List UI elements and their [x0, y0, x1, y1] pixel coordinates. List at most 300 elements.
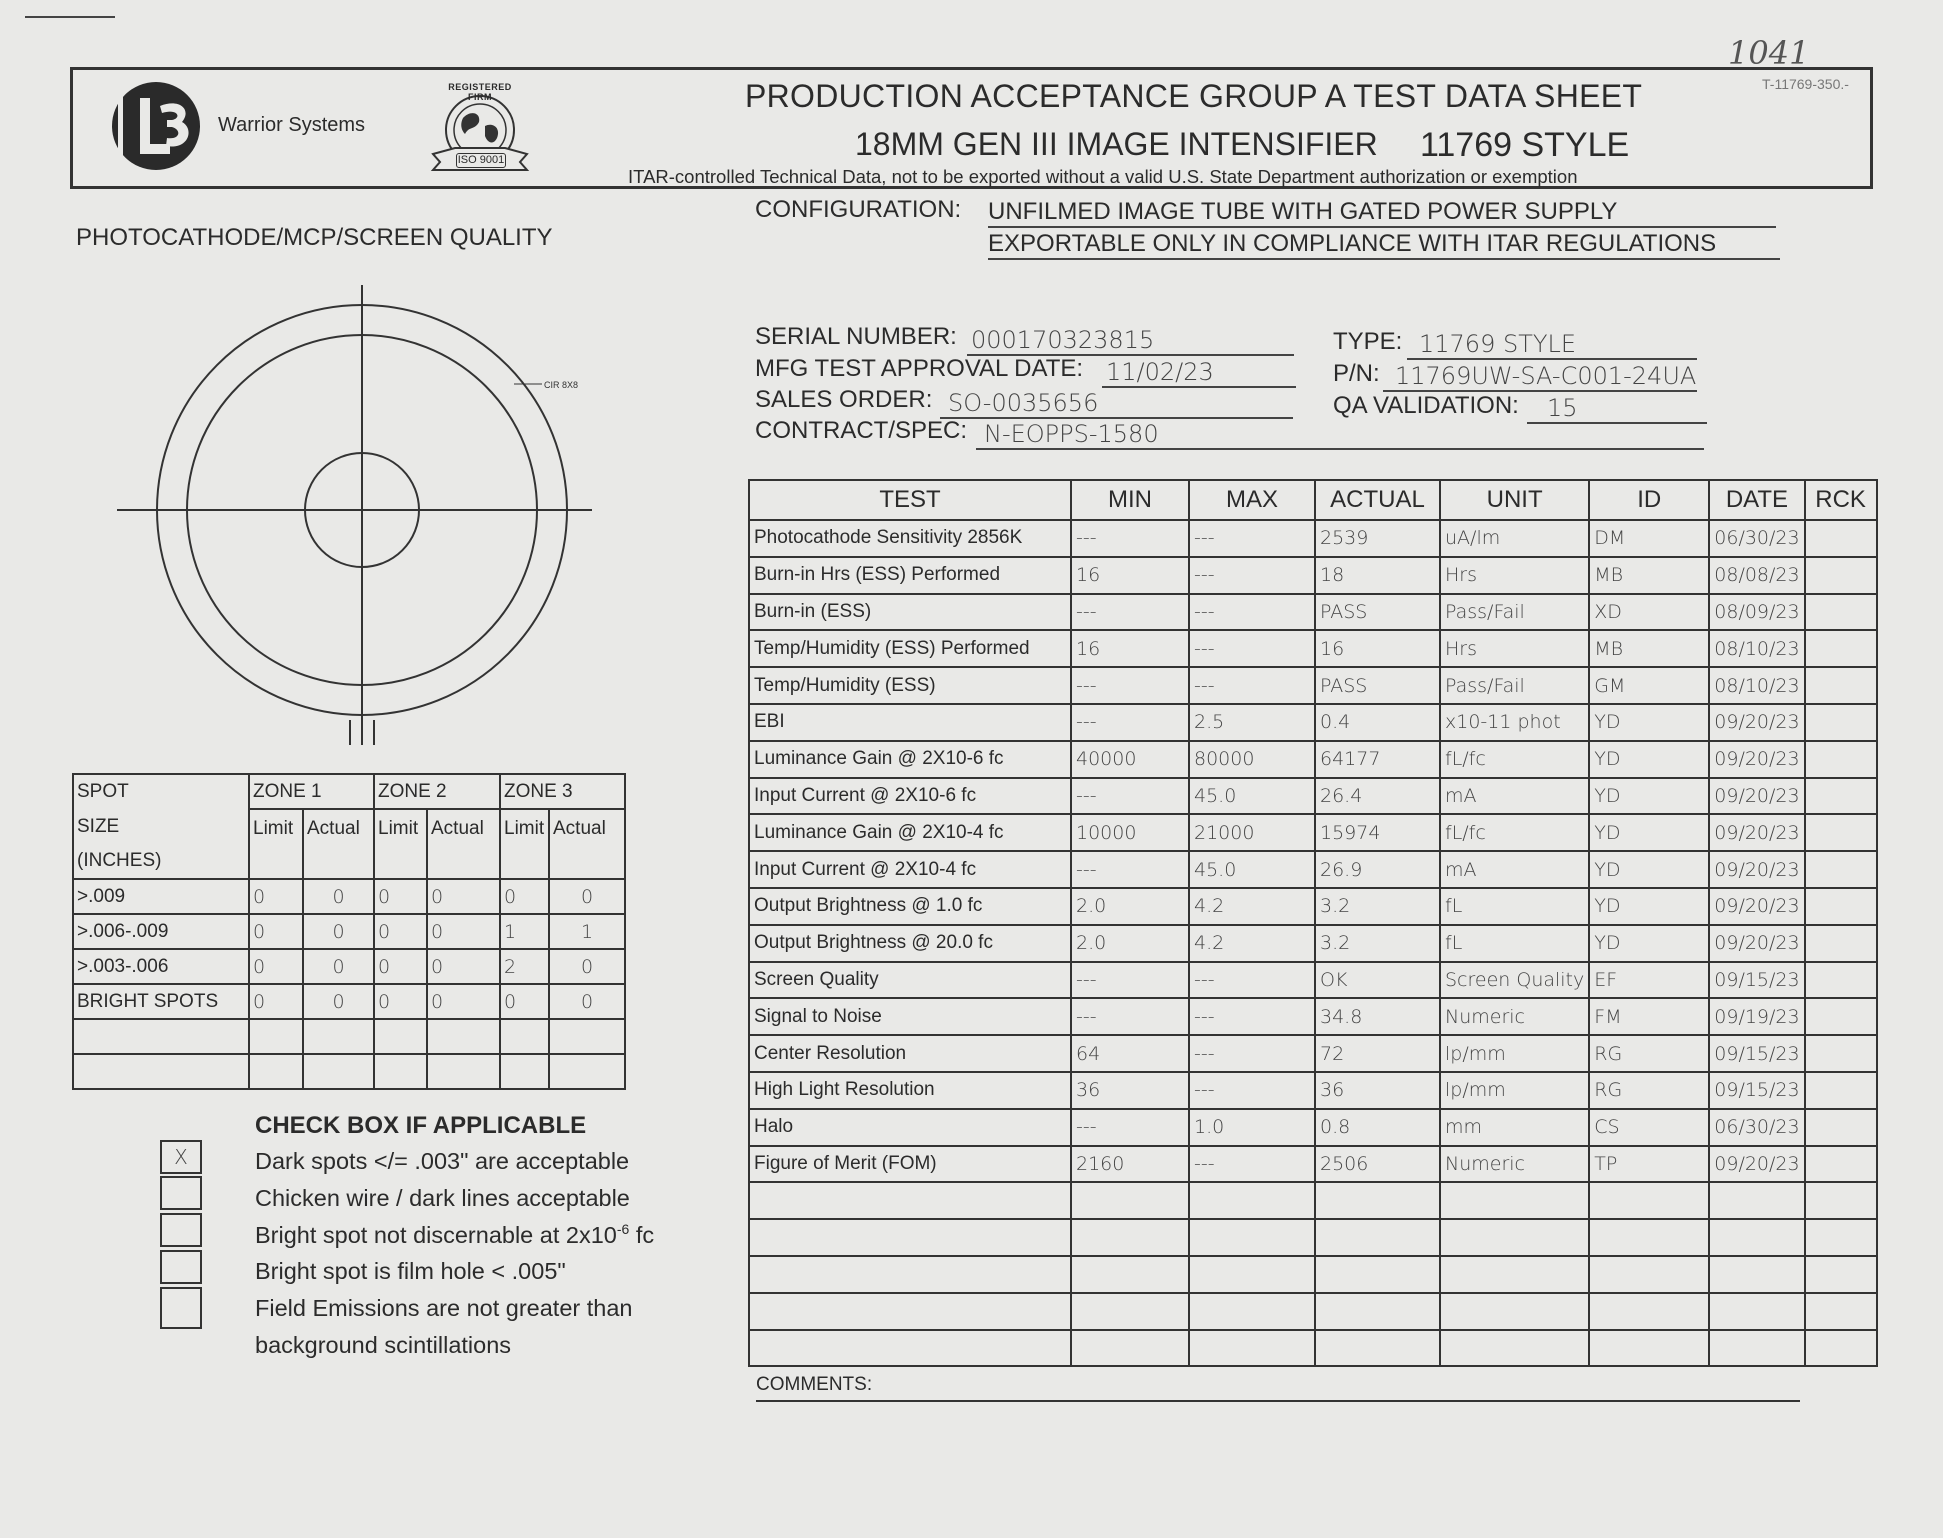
cell-unit: mA	[1440, 778, 1589, 815]
cell-max: 1.0	[1189, 1109, 1315, 1146]
spot-cell: 0	[374, 879, 427, 914]
spot-cell: 1	[500, 914, 549, 949]
cell-max: 2.5	[1189, 704, 1315, 741]
checkbox-bright-spot[interactable]	[160, 1213, 202, 1247]
empty-cell	[1071, 1293, 1189, 1330]
cell-unit: fL	[1440, 925, 1589, 962]
cell-test: Halo	[749, 1109, 1071, 1146]
spot-cell: 0	[303, 914, 374, 949]
empty-cell	[749, 1182, 1071, 1219]
empty-cell	[1071, 1219, 1189, 1256]
cell-unit: Hrs	[1440, 630, 1589, 667]
checkbox-field-emissions-label: Field Emissions are not greater than	[255, 1295, 633, 1321]
zone-2-actual-header: Actual	[427, 809, 500, 879]
cell-date: 09/15/23	[1709, 962, 1804, 999]
cell-max: ---	[1189, 1146, 1315, 1183]
cell-unit: lp/mm	[1440, 1035, 1589, 1072]
contract-spec-value: N-EOPPS-1580	[976, 420, 1704, 450]
mfg-test-date-label: MFG TEST APPROVAL DATE:	[755, 355, 1084, 382]
cell-actual: 2506	[1315, 1146, 1440, 1183]
test-row-empty	[749, 1219, 1877, 1256]
cell-date: 06/30/23	[1709, 520, 1804, 557]
empty-cell	[1589, 1256, 1709, 1293]
header-unit: UNIT	[1440, 480, 1589, 520]
cell-test: Figure of Merit (FOM)	[749, 1146, 1071, 1183]
cell-id: YD	[1589, 814, 1709, 851]
cell-date: 09/20/23	[1709, 704, 1804, 741]
cell-unit: mA	[1440, 851, 1589, 888]
zone-1-header: ZONE 1	[249, 774, 374, 809]
cell-date: 09/20/23	[1709, 778, 1804, 815]
zone-3-header: ZONE 3	[500, 774, 625, 809]
cell-min: 2.0	[1071, 888, 1189, 925]
test-row	[749, 630, 1877, 667]
cell-id: YD	[1589, 741, 1709, 778]
spot-row-label: >.006-.009	[73, 914, 249, 949]
brand-name: Warrior Systems	[218, 114, 366, 136]
empty-cell	[1709, 1330, 1804, 1367]
contract-spec-label: CONTRACT/SPEC:	[755, 417, 968, 444]
empty-cell	[1440, 1293, 1589, 1330]
header-test: TEST	[749, 480, 1071, 520]
cell-id: DM	[1589, 520, 1709, 557]
cell-max: 4.2	[1189, 925, 1315, 962]
cell-max: ---	[1189, 962, 1315, 999]
bright-spot-exponent: -6	[616, 1221, 630, 1237]
test-row-empty	[749, 1256, 1877, 1293]
header-min: MIN	[1071, 480, 1189, 520]
cell-unit: Hrs	[1440, 557, 1589, 594]
cell-min: ---	[1071, 594, 1189, 631]
test-row	[749, 520, 1877, 557]
cell-id: TP	[1589, 1146, 1709, 1183]
title-line-2: 18MM GEN III IMAGE INTENSIFIER	[855, 126, 1378, 162]
cell-min: 64	[1071, 1035, 1189, 1072]
cell-id: MB	[1589, 630, 1709, 667]
checkbox-film-hole-label: Bright spot is film hole < .005"	[255, 1258, 566, 1284]
spot-cell: 0	[303, 984, 374, 1019]
cell-test: Output Brightness @ 20.0 fc	[749, 925, 1071, 962]
empty-cell	[1189, 1219, 1315, 1256]
checkbox-field-emissions-label-2: background scintillations	[255, 1332, 512, 1358]
cell-unit: fL	[1440, 888, 1589, 925]
cell-max: ---	[1189, 594, 1315, 631]
part-number-value: 11769UW-SA-C001-24UA	[1383, 362, 1697, 392]
itar-notice: ITAR-controlled Technical Data, not to be exported without a valid U.S. State Department authorization or exemption	[628, 166, 1578, 187]
empty-cell	[1709, 1293, 1804, 1330]
test-row	[749, 741, 1877, 778]
cell-id: FM	[1589, 998, 1709, 1035]
cell-actual: 18	[1315, 557, 1440, 594]
cell-date: 09/19/23	[1709, 998, 1804, 1035]
spot-cell: 0	[549, 879, 625, 914]
cell-min: ---	[1071, 520, 1189, 557]
spot-row-label: >.003-.006	[73, 949, 249, 984]
cell-rck	[1805, 630, 1877, 667]
screen-zone-diagram	[112, 285, 602, 745]
cell-rck	[1805, 557, 1877, 594]
cell-test: Luminance Gain @ 2X10-6 fc	[749, 741, 1071, 778]
empty-cell	[1440, 1256, 1589, 1293]
spot-cell: 0	[427, 949, 500, 984]
test-row-empty	[749, 1182, 1877, 1219]
cell-actual: 26.4	[1315, 778, 1440, 815]
empty-cell	[1709, 1219, 1804, 1256]
spot-cell: 0	[249, 984, 303, 1019]
cell-date: 09/20/23	[1709, 741, 1804, 778]
checkbox-chicken-wire-label: Chicken wire / dark lines acceptable	[255, 1185, 630, 1211]
test-row	[749, 594, 1877, 631]
cell-date: 09/15/23	[1709, 1072, 1804, 1109]
cell-max: 4.2	[1189, 888, 1315, 925]
spot-cell: 0	[303, 949, 374, 984]
checkbox-section-title: CHECK BOX IF APPLICABLE	[255, 1112, 587, 1139]
cell-rck	[1805, 925, 1877, 962]
empty-cell	[1071, 1330, 1189, 1367]
empty-cell	[1189, 1256, 1315, 1293]
spot-row-empty	[73, 1019, 625, 1054]
spot-row	[73, 879, 625, 914]
spot-cell: 0	[249, 879, 303, 914]
spot-cell: 2	[500, 949, 549, 984]
test-row	[749, 962, 1877, 999]
spot-row	[73, 984, 625, 1019]
configuration-line-2: EXPORTABLE ONLY IN COMPLIANCE WITH ITAR REGULATIONS	[988, 230, 1780, 260]
cell-id: GM	[1589, 667, 1709, 704]
cell-test: Input Current @ 2X10-4 fc	[749, 851, 1071, 888]
bright-spot-text: Bright spot not discernable at 2x10	[255, 1221, 617, 1248]
cell-rck	[1805, 962, 1877, 999]
serial-number-value: 000170323815	[967, 326, 1294, 356]
inches-header: (INCHES)	[73, 844, 249, 879]
spot-cell: 1	[549, 914, 625, 949]
cell-actual: 3.2	[1315, 888, 1440, 925]
empty-cell	[1805, 1219, 1877, 1256]
qa-validation-label: QA VALIDATION:	[1333, 392, 1519, 419]
test-row-empty	[749, 1330, 1877, 1367]
cell-unit: Numeric	[1440, 1146, 1589, 1183]
cell-actual: 16	[1315, 630, 1440, 667]
page-mark: 1041	[1728, 34, 1810, 72]
iso-label: ISO 9001	[457, 154, 505, 166]
cell-date: 09/20/23	[1709, 925, 1804, 962]
type-value: 11769 STYLE	[1407, 330, 1697, 360]
header-rck: RCK	[1805, 480, 1877, 520]
size-header: SIZE	[73, 809, 249, 844]
test-row	[749, 998, 1877, 1035]
cell-actual: 2539	[1315, 520, 1440, 557]
checkbox-chicken-wire[interactable]	[160, 1176, 202, 1210]
cell-rck	[1805, 1072, 1877, 1109]
spot-cell: 0	[427, 879, 500, 914]
type-label: TYPE:	[1333, 328, 1403, 355]
cell-rck	[1805, 520, 1877, 557]
test-row	[749, 851, 1877, 888]
cell-date: 08/10/23	[1709, 667, 1804, 704]
cell-date: 08/09/23	[1709, 594, 1804, 631]
header-id: ID	[1589, 480, 1709, 520]
header-actual: ACTUAL	[1315, 480, 1440, 520]
empty-cell	[749, 1219, 1071, 1256]
spot-row-label: BRIGHT SPOTS	[73, 984, 249, 1019]
empty-cell	[1589, 1219, 1709, 1256]
test-row	[749, 1146, 1877, 1183]
cell-min: ---	[1071, 998, 1189, 1035]
empty-cell	[1589, 1182, 1709, 1219]
cell-rck	[1805, 594, 1877, 631]
test-results-table	[748, 479, 1878, 1367]
cell-min: 2160	[1071, 1146, 1189, 1183]
spot-cell: 0	[374, 949, 427, 984]
cell-date: 08/08/23	[1709, 557, 1804, 594]
cell-id: YD	[1589, 888, 1709, 925]
empty-cell	[1315, 1293, 1440, 1330]
l3-logo-icon	[110, 80, 202, 172]
cell-unit: lp/mm	[1440, 1072, 1589, 1109]
cell-unit: Screen Quality	[1440, 962, 1589, 999]
empty-cell	[1189, 1293, 1315, 1330]
cell-unit: Pass/Fail	[1440, 594, 1589, 631]
title-line-1: PRODUCTION ACCEPTANCE GROUP A TEST DATA SHEET	[745, 78, 1643, 114]
empty-cell	[1589, 1330, 1709, 1367]
cell-rck	[1805, 667, 1877, 704]
cell-min: ---	[1071, 667, 1189, 704]
zone-3-limit-header: Limit	[500, 809, 549, 879]
cell-rck	[1805, 741, 1877, 778]
cell-test: High Light Resolution	[749, 1072, 1071, 1109]
spot-cell: 0	[374, 914, 427, 949]
zone-3-actual-header: Actual	[549, 809, 625, 879]
empty-cell	[1709, 1182, 1804, 1219]
cell-id: RG	[1589, 1035, 1709, 1072]
empty-cell	[749, 1330, 1071, 1367]
test-row	[749, 704, 1877, 741]
cell-id: XD	[1589, 594, 1709, 631]
cell-actual: PASS	[1315, 594, 1440, 631]
empty-cell	[749, 1293, 1071, 1330]
spot-row-label: >.009	[73, 879, 249, 914]
empty-cell	[1440, 1182, 1589, 1219]
cell-test: Signal to Noise	[749, 998, 1071, 1035]
spot-cell: 0	[500, 984, 549, 1019]
cell-id: CS	[1589, 1109, 1709, 1146]
cell-max: ---	[1189, 1035, 1315, 1072]
cell-date: 09/20/23	[1709, 814, 1804, 851]
cell-rck	[1805, 704, 1877, 741]
cell-max: ---	[1189, 667, 1315, 704]
spot-cell: 0	[427, 914, 500, 949]
cell-test: Input Current @ 2X10-6 fc	[749, 778, 1071, 815]
empty-cell	[1189, 1330, 1315, 1367]
cell-unit: x10-11 phot	[1440, 704, 1589, 741]
cell-date: 09/20/23	[1709, 888, 1804, 925]
cell-unit: uA/lm	[1440, 520, 1589, 557]
checkbox-film-hole[interactable]	[160, 1250, 202, 1284]
cell-test: Luminance Gain @ 2X10-4 fc	[749, 814, 1071, 851]
spot-cell: 0	[500, 879, 549, 914]
cell-max: ---	[1189, 630, 1315, 667]
sales-order-value: SO-0035656	[940, 389, 1293, 419]
corner-mark	[25, 16, 115, 18]
checkbox-dark-spots-label: Dark spots </= .003" are acceptable	[255, 1148, 630, 1174]
cell-actual: 64177	[1315, 741, 1440, 778]
test-row	[749, 814, 1877, 851]
spot-cell: 0	[374, 984, 427, 1019]
header-max: MAX	[1189, 480, 1315, 520]
cell-test: Screen Quality	[749, 962, 1071, 999]
cell-min: 36	[1071, 1072, 1189, 1109]
zone-1-actual-header: Actual	[303, 809, 374, 879]
empty-cell	[1315, 1182, 1440, 1219]
cell-test: Center Resolution	[749, 1035, 1071, 1072]
zone-2-header: ZONE 2	[374, 774, 500, 809]
cell-min: ---	[1071, 962, 1189, 999]
cell-actual: 34.8	[1315, 998, 1440, 1035]
configuration-line-1: UNFILMED IMAGE TUBE WITH GATED POWER SUPPLY	[988, 198, 1776, 228]
cell-rck	[1805, 998, 1877, 1035]
empty-cell	[1071, 1182, 1189, 1219]
test-row	[749, 667, 1877, 704]
cell-test: EBI	[749, 704, 1071, 741]
cell-max: ---	[1189, 998, 1315, 1035]
checkbox-bright-spot-label	[255, 1221, 654, 1249]
cell-max: 21000	[1189, 814, 1315, 851]
cell-test: Burn-in (ESS)	[749, 594, 1071, 631]
cell-unit: fL/fc	[1440, 814, 1589, 851]
cell-actual: 72	[1315, 1035, 1440, 1072]
cell-min: 40000	[1071, 741, 1189, 778]
cell-max: ---	[1189, 520, 1315, 557]
cell-rck	[1805, 888, 1877, 925]
cell-date: 09/20/23	[1709, 851, 1804, 888]
test-table-header	[749, 480, 1877, 520]
doc-number: T-11769-350.-	[1762, 76, 1849, 92]
configuration-label: CONFIGURATION:	[755, 196, 962, 223]
empty-cell	[1440, 1330, 1589, 1367]
cell-actual: 26.9	[1315, 851, 1440, 888]
cell-id: YD	[1589, 925, 1709, 962]
cell-rck	[1805, 814, 1877, 851]
spot-cell: 0	[249, 914, 303, 949]
cell-date: 06/30/23	[1709, 1109, 1804, 1146]
cell-test: Temp/Humidity (ESS) Performed	[749, 630, 1071, 667]
serial-number-label: SERIAL NUMBER:	[755, 323, 957, 350]
cell-unit: Pass/Fail	[1440, 667, 1589, 704]
checkbox-dark-spots[interactable]: X	[160, 1140, 202, 1174]
spot-cell: 0	[303, 879, 374, 914]
cell-actual: OK	[1315, 962, 1440, 999]
cell-min: ---	[1071, 1109, 1189, 1146]
cell-rck	[1805, 1109, 1877, 1146]
cell-test: Output Brightness @ 1.0 fc	[749, 888, 1071, 925]
cell-min: ---	[1071, 778, 1189, 815]
cell-id: RG	[1589, 1072, 1709, 1109]
empty-cell	[1315, 1330, 1440, 1367]
qa-validation-value: 15	[1527, 394, 1707, 424]
section-title: PHOTOCATHODE/MCP/SCREEN QUALITY	[76, 224, 553, 251]
test-row	[749, 888, 1877, 925]
test-row	[749, 925, 1877, 962]
part-number-label: P/N:	[1333, 360, 1380, 387]
cell-test: Temp/Humidity (ESS)	[749, 667, 1071, 704]
cell-date: 09/15/23	[1709, 1035, 1804, 1072]
mfg-test-date-value: 11/02/23	[1102, 358, 1296, 388]
empty-cell	[1440, 1219, 1589, 1256]
cell-date: 09/20/23	[1709, 1146, 1804, 1183]
cell-max: ---	[1189, 557, 1315, 594]
cell-id: MB	[1589, 557, 1709, 594]
test-row	[749, 1072, 1877, 1109]
cell-unit: mm	[1440, 1109, 1589, 1146]
cell-min: 2.0	[1071, 925, 1189, 962]
cell-actual: 0.4	[1315, 704, 1440, 741]
comments-label: COMMENTS:	[756, 1374, 1800, 1402]
cell-test: Burn-in Hrs (ESS) Performed	[749, 557, 1071, 594]
test-row	[749, 557, 1877, 594]
empty-cell	[1315, 1219, 1440, 1256]
iso-ring-text: REGISTERED FIRM	[448, 82, 512, 102]
cell-max: 80000	[1189, 741, 1315, 778]
cell-min: ---	[1071, 851, 1189, 888]
empty-cell	[1589, 1293, 1709, 1330]
empty-cell	[1315, 1256, 1440, 1293]
zone-2-limit-header: Limit	[374, 809, 427, 879]
empty-cell	[1805, 1330, 1877, 1367]
test-row	[749, 1109, 1877, 1146]
empty-cell	[1189, 1182, 1315, 1219]
cell-rck	[1805, 778, 1877, 815]
spot-cell: 0	[427, 984, 500, 1019]
cell-id: YD	[1589, 851, 1709, 888]
cell-actual: 36	[1315, 1072, 1440, 1109]
checkbox-field-emissions[interactable]	[160, 1287, 202, 1329]
cell-max: 45.0	[1189, 851, 1315, 888]
cell-date: 08/10/23	[1709, 630, 1804, 667]
cell-actual: 15974	[1315, 814, 1440, 851]
empty-cell	[1709, 1256, 1804, 1293]
spot-size-table	[72, 773, 626, 1090]
iso-seal	[415, 82, 545, 174]
empty-cell	[749, 1256, 1071, 1293]
cell-test: Photocathode Sensitivity 2856K	[749, 520, 1071, 557]
empty-cell	[1805, 1293, 1877, 1330]
cell-min: 16	[1071, 630, 1189, 667]
cell-unit: Numeric	[1440, 998, 1589, 1035]
zone-1-limit-header: Limit	[249, 809, 303, 879]
cell-min: 16	[1071, 557, 1189, 594]
spot-header: SPOT	[73, 774, 249, 809]
bright-spot-unit: fc	[629, 1221, 655, 1248]
cell-min: ---	[1071, 704, 1189, 741]
cell-actual: 0.8	[1315, 1109, 1440, 1146]
spot-cell: 0	[549, 984, 625, 1019]
title-style: 11769 STYLE	[1420, 126, 1630, 164]
spot-row	[73, 914, 625, 949]
test-row	[749, 778, 1877, 815]
cell-rck	[1805, 1146, 1877, 1183]
header-date: DATE	[1709, 480, 1804, 520]
spot-row	[73, 949, 625, 984]
cell-max: ---	[1189, 1072, 1315, 1109]
cell-rck	[1805, 851, 1877, 888]
cell-id: EF	[1589, 962, 1709, 999]
test-row	[749, 1035, 1877, 1072]
empty-cell	[1805, 1182, 1877, 1219]
cell-actual: 3.2	[1315, 925, 1440, 962]
empty-cell	[1805, 1256, 1877, 1293]
cell-rck	[1805, 1035, 1877, 1072]
cell-max: 45.0	[1189, 778, 1315, 815]
